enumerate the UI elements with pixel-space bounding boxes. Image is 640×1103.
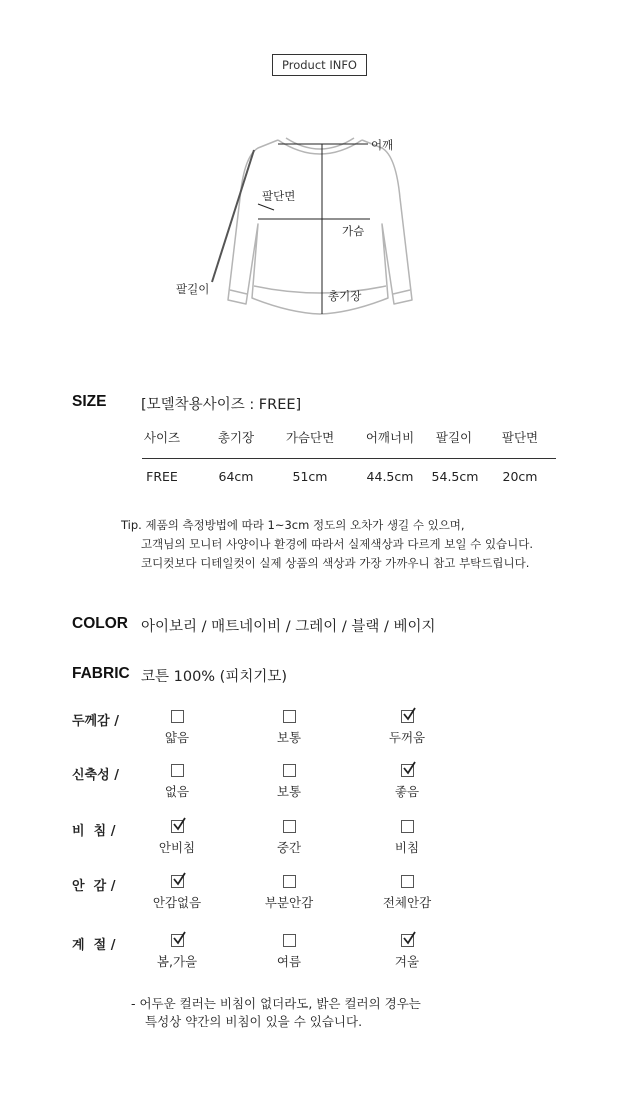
diagram-label-sleeve: 팔길이: [176, 282, 210, 296]
option-label: 봄,가을: [156, 954, 198, 969]
table-row: [130, 469, 560, 489]
size-table-header: [130, 428, 560, 452]
option-label: 보통: [276, 784, 302, 799]
attribute-option: [132, 710, 222, 746]
attribute-label: 신축성 /: [72, 768, 119, 783]
size-cell: 44.5cm: [366, 469, 414, 484]
note-line: - 어두운 컬러는 비침이 없더라도, 밝은 컬러의 경우는: [131, 996, 421, 1011]
size-col-header: 팔단면: [501, 430, 539, 445]
diagram-label-chest: 가슴: [342, 224, 365, 238]
checkmark-icon: [402, 761, 416, 775]
option-label: 비침: [394, 840, 420, 855]
attribute-label: 계 절 /: [72, 938, 116, 953]
option-label: 여름: [276, 954, 302, 969]
attribute-option: [132, 764, 222, 800]
size-cell: 51cm: [292, 469, 328, 484]
size-col-header: 가슴단면: [285, 430, 335, 445]
attribute-row-thickness: [72, 708, 492, 758]
size-table: [130, 428, 560, 484]
size-table-divider: [142, 458, 556, 459]
attribute-row-season: [72, 932, 492, 982]
attribute-row-sheerness: [72, 818, 492, 868]
attribute-option: [244, 820, 334, 856]
size-cell: FREE: [146, 469, 178, 484]
checkbox: [283, 710, 296, 723]
checkbox: [171, 820, 184, 833]
size-col-header: 사이즈: [143, 430, 181, 445]
option-label: 중간: [276, 840, 302, 855]
option-label: 안비침: [158, 840, 196, 855]
diagram-label-cuff: 팔단면: [262, 189, 296, 203]
size-col-header: 총기장: [217, 430, 255, 445]
attribute-label: 비 침 /: [72, 824, 116, 839]
attribute-label: 두께감 /: [72, 714, 119, 729]
model-size-note: [모델착용사이즈 : FREE]: [141, 397, 302, 413]
cuff-measure-line: [258, 204, 274, 210]
checkbox: [401, 934, 414, 947]
size-col-header: 팔길이: [435, 430, 473, 445]
tip-line: 고객님의 모니터 사양이나 환경에 따라서 실제색상과 다르게 보일 수 있습니다.: [141, 537, 534, 551]
checkmark-icon: [402, 707, 416, 721]
attribute-option: [132, 820, 222, 856]
attribute-option: [362, 875, 452, 911]
note-line: 특성상 약간의 비침이 있을 수 있습니다.: [145, 1014, 363, 1029]
checkbox: [283, 875, 296, 888]
option-label: 두꺼움: [388, 730, 426, 745]
fabric-value: 코튼 100% (피치기모): [141, 669, 288, 685]
neckline-shape: [278, 140, 362, 154]
option-label: 얇음: [164, 730, 190, 745]
size-col-header: 어깨너비: [365, 430, 415, 445]
attribute-option: [362, 934, 452, 970]
checkbox: [401, 764, 414, 777]
checkmark-icon: [402, 931, 416, 945]
size-cell: 64cm: [218, 469, 254, 484]
checkbox: [171, 934, 184, 947]
checkbox: [171, 875, 184, 888]
checkbox: [171, 710, 184, 723]
attribute-label: 안 감 /: [72, 879, 116, 894]
attribute-option: [132, 934, 222, 970]
option-label: 없음: [164, 784, 190, 799]
attribute-option: [132, 875, 222, 911]
size-heading: SIZE: [72, 393, 107, 410]
option-label: 겨울: [394, 954, 420, 969]
color-value: 아이보리 / 매트네이비 / 그레이 / 블랙 / 베이지: [141, 619, 436, 635]
checkbox: [171, 764, 184, 777]
checkbox: [401, 710, 414, 723]
attribute-option: [244, 710, 334, 746]
checkbox: [401, 875, 414, 888]
checkmark-icon: [172, 872, 186, 886]
fabric-heading: FABRIC: [72, 665, 130, 682]
attribute-option: [244, 764, 334, 800]
garment-diagram: [200, 128, 430, 323]
tip-line: Tip. 제품의 측정방법에 따라 1~3cm 정도의 오차가 생길 수 있으며,: [121, 518, 465, 532]
option-label: 보통: [276, 730, 302, 745]
checkmark-icon: [172, 931, 186, 945]
option-label: 좋음: [394, 784, 420, 799]
checkbox: [283, 764, 296, 777]
size-cell: 54.5cm: [431, 469, 479, 484]
attribute-option: [362, 710, 452, 746]
diagram-label-length: 총기장: [328, 289, 362, 303]
product-info-badge: Product INFO: [272, 54, 367, 76]
attribute-option: [244, 875, 334, 911]
size-cell: 20cm: [502, 469, 538, 484]
color-heading: COLOR: [72, 615, 128, 632]
option-label: 부분안감: [264, 895, 314, 910]
right-cuff-shape: [393, 290, 410, 294]
attribute-option: [244, 934, 334, 970]
attribute-row-stretch: [72, 762, 492, 812]
checkbox: [401, 820, 414, 833]
option-label: 안감없음: [152, 895, 202, 910]
checkbox: [283, 820, 296, 833]
left-cuff-shape: [230, 290, 247, 294]
hem-rib-shape: [254, 286, 386, 293]
tip-line: 코디컷보다 디테일컷이 실제 상품의 색상과 가장 가까우니 참고 부탁드립니다.: [141, 556, 530, 570]
option-label: 전체안감: [382, 895, 432, 910]
checkbox: [283, 934, 296, 947]
checkmark-icon: [172, 817, 186, 831]
sweater-outline-shape: [228, 140, 412, 314]
attribute-row-lining: [72, 873, 492, 923]
attribute-option: [362, 764, 452, 800]
diagram-label-shoulder: 어깨: [371, 138, 394, 152]
attribute-option: [362, 820, 452, 856]
